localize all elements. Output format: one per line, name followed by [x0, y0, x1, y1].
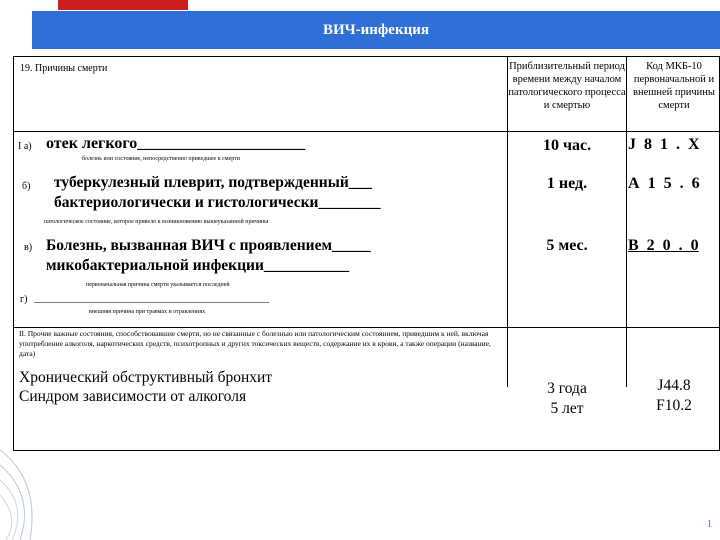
other-condition: Синдром зависимости от алкоголя	[19, 388, 247, 405]
interval-value: 5 мес.	[546, 237, 588, 254]
icd-code: J 8 1 . X	[628, 136, 700, 153]
row-caption: первоначальная причина смерти указывается последней	[86, 282, 230, 288]
cause-line: микобактериальной инфекции___________	[46, 257, 350, 274]
other-condition: Хронический обструктивный бронхит	[19, 369, 273, 386]
row-caption: болезнь или состояние, непосредственно приведшее к смерти	[82, 156, 240, 162]
cause-line: бактериологически и гистологически________	[54, 194, 381, 211]
row-marker: г)	[20, 294, 28, 305]
row-marker: б)	[22, 181, 31, 192]
cause-line: _______________________________________________	[34, 293, 269, 304]
part2-label: II. Прочие важные состояния, способствовавшие смерти, но не связанные с болезнью или патологическим состоянием, приведшим к ней, включая употребление алкоголя, наркотических средств, психотропных и других токсических веществ, содержание их в крови, а также операции (название, дата)	[19, 329, 491, 358]
interval-value: 1 нед.	[546, 175, 588, 192]
row-marker: в)	[24, 242, 33, 253]
interval-value: 10 час.	[542, 137, 592, 154]
death-certificate-form	[13, 56, 720, 451]
cause-line: отек легкого_____________________	[46, 135, 306, 152]
decorative-curves	[0, 440, 60, 540]
page-number: 1	[707, 519, 712, 530]
interval-value: 3 года	[547, 380, 587, 397]
section-label: 19. Причины смерти	[20, 63, 108, 74]
icd-code: F10.2	[656, 397, 692, 414]
cause-line: туберкулезный плеврит, подтвержденный___	[54, 174, 373, 191]
icd-code: А 1 5 . 6	[628, 175, 700, 192]
row-caption: внешняя причина при травмах и отравлениях	[89, 309, 206, 315]
icd-code: В 2 0 . 0	[628, 237, 699, 254]
header-divider	[14, 131, 720, 132]
accent-bar	[58, 0, 188, 10]
row-caption: патологическое состояние, которое привело к возникновению вышеуказанной причины	[44, 219, 269, 225]
interval-value: 5 лет	[550, 400, 584, 417]
cause-line: Болезнь, вызванная ВИЧ с проявлением_____	[46, 237, 371, 254]
interval-header: Приблизительный период времени между началом патологического процесса и смертью	[508, 61, 626, 111]
page-title: ВИЧ-инфекция	[32, 11, 720, 49]
icd-code: J44.8	[657, 377, 691, 394]
code-header: Код МКБ-10 первоначальной и внешней причины смерти	[633, 61, 715, 111]
row-marker: I а)	[18, 141, 32, 152]
part2-divider	[14, 327, 720, 328]
